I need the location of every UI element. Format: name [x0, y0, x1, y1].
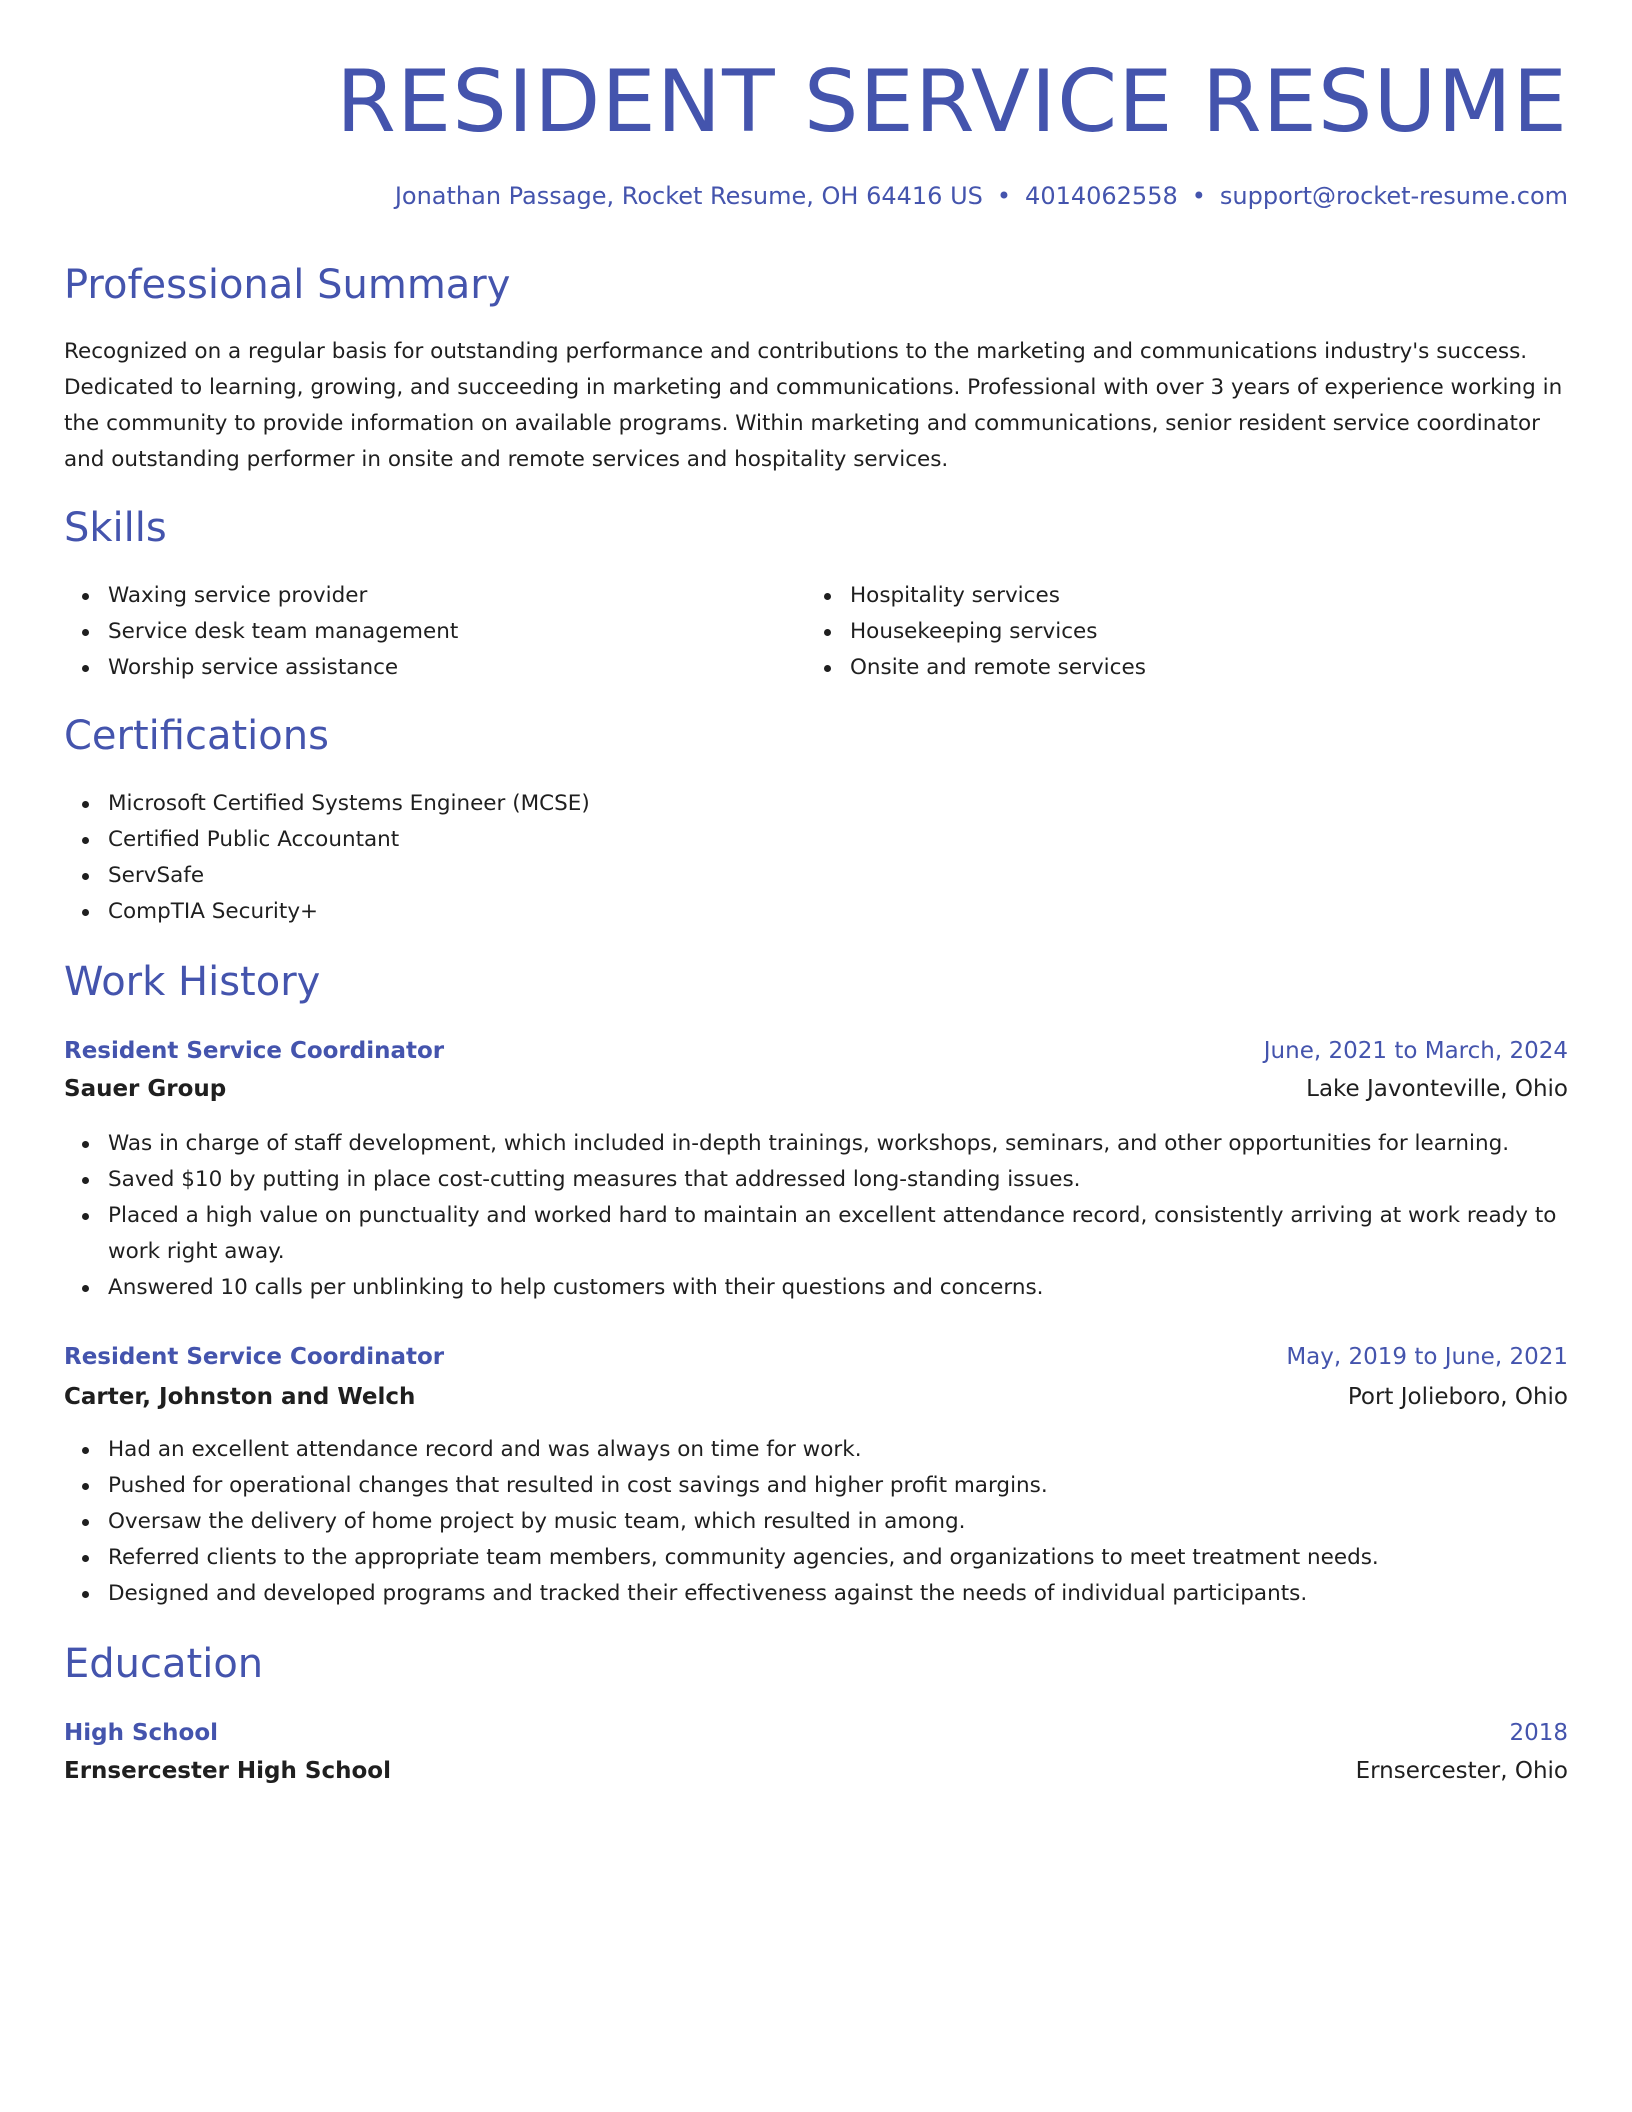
job-bullet: Oversaw the delivery of home project by music team, which resulted in among. — [108, 1504, 1568, 1540]
certification-item: ServSafe — [108, 858, 1508, 894]
job-bullet: Referred clients to the appropriate team members, community agencies, and organizations to meet treatment needs. — [108, 1540, 1568, 1576]
education-degree: High School — [64, 1720, 219, 1746]
skill-item: Onsite and remote services — [850, 650, 1550, 686]
certifications-list — [64, 786, 1508, 930]
contact-email: support@rocket-resume.com — [1219, 182, 1568, 210]
job-dates: June, 2021 to March, 2024 — [1263, 1038, 1568, 1064]
job-company: Carter, Johnston and Welch — [64, 1384, 416, 1410]
contact-separator: • — [1191, 182, 1206, 210]
job-bullet: Answered 10 calls per unblinking to help customers with their questions and concerns. — [108, 1270, 1568, 1306]
skill-item: Housekeeping services — [850, 614, 1550, 650]
job-bullet: Designed and developed programs and tracked their effectiveness against the needs of individual participants. — [108, 1576, 1568, 1612]
section-heading-education: Education — [64, 1641, 264, 1687]
job-dates: May, 2019 to June, 2021 — [1286, 1344, 1568, 1370]
skills-list-left — [64, 578, 808, 686]
job-company-row — [64, 1072, 1568, 1106]
job-bullet: Had an excellent attendance record and was always on time for work. — [108, 1432, 1568, 1468]
job-bullets — [64, 1432, 1568, 1612]
summary-text: Recognized on a regular basis for outstanding performance and contributions to the marketing and communications industry's success. Dedicated to learning, growing, and succeeding in marketing and communications. Professional with over 3 years of experience working in the community to provide information on available programs. Within marketing and communications, senior resident service coordinator and outstanding performer in onsite and remote services and hospitality services. — [64, 339, 1563, 472]
job-bullet: Was in charge of staff development, which included in-depth trainings, workshops, seminars, and other opportunities for learning. — [108, 1126, 1568, 1162]
education-school: Ernsercester High School — [64, 1758, 391, 1784]
contact-address: Jonathan Passage, Rocket Resume, OH 64416 US — [394, 182, 983, 210]
job-location: Port Jolieboro, Ohio — [1347, 1384, 1568, 1410]
job-company: Sauer Group — [64, 1076, 227, 1102]
section-heading-summary: Professional Summary — [64, 262, 511, 308]
education-school-row — [64, 1754, 1568, 1788]
job-header-row — [64, 1340, 1568, 1374]
skill-item: Worship service assistance — [108, 650, 808, 686]
job-bullets — [64, 1126, 1568, 1306]
job-title: Resident Service Coordinator — [64, 1344, 445, 1370]
certification-item: CompTIA Security+ — [108, 894, 1508, 930]
job-bullet: Saved $10 by putting in place cost-cutting measures that addressed long-standing issues. — [108, 1162, 1568, 1198]
skills-list-right — [806, 578, 1550, 686]
resume-title: RESIDENT SERVICE RESUME — [336, 52, 1568, 152]
job-title: Resident Service Coordinator — [64, 1038, 445, 1064]
education-header-row — [64, 1716, 1568, 1750]
certification-item: Microsoft Certified Systems Engineer (MCSE) — [108, 786, 1508, 822]
skill-item: Service desk team management — [108, 614, 808, 650]
job-company-row — [64, 1380, 1568, 1414]
skill-item: Hospitality services — [850, 578, 1550, 614]
skill-item: Waxing service provider — [108, 578, 808, 614]
job-bullet: Pushed for operational changes that resulted in cost savings and higher profit margins. — [108, 1468, 1568, 1504]
job-location: Lake Javonteville, Ohio — [1306, 1076, 1568, 1102]
job-header-row — [64, 1034, 1568, 1068]
contact-separator: • — [996, 182, 1012, 210]
job-bullet: Placed a high value on punctuality and worked hard to maintain an excellent attendance record, consistently arriving at work ready to work right away. — [108, 1198, 1568, 1270]
education-year: 2018 — [1509, 1720, 1568, 1746]
contact-line — [395, 180, 1568, 212]
certification-item: Certified Public Accountant — [108, 822, 1508, 858]
section-heading-skills: Skills — [64, 505, 167, 551]
contact-phone: 4014062558 — [1025, 182, 1178, 210]
education-location: Ernsercester, Ohio — [1355, 1758, 1568, 1784]
section-heading-work-history: Work History — [64, 959, 321, 1005]
section-heading-certifications: Certifications — [64, 713, 329, 759]
